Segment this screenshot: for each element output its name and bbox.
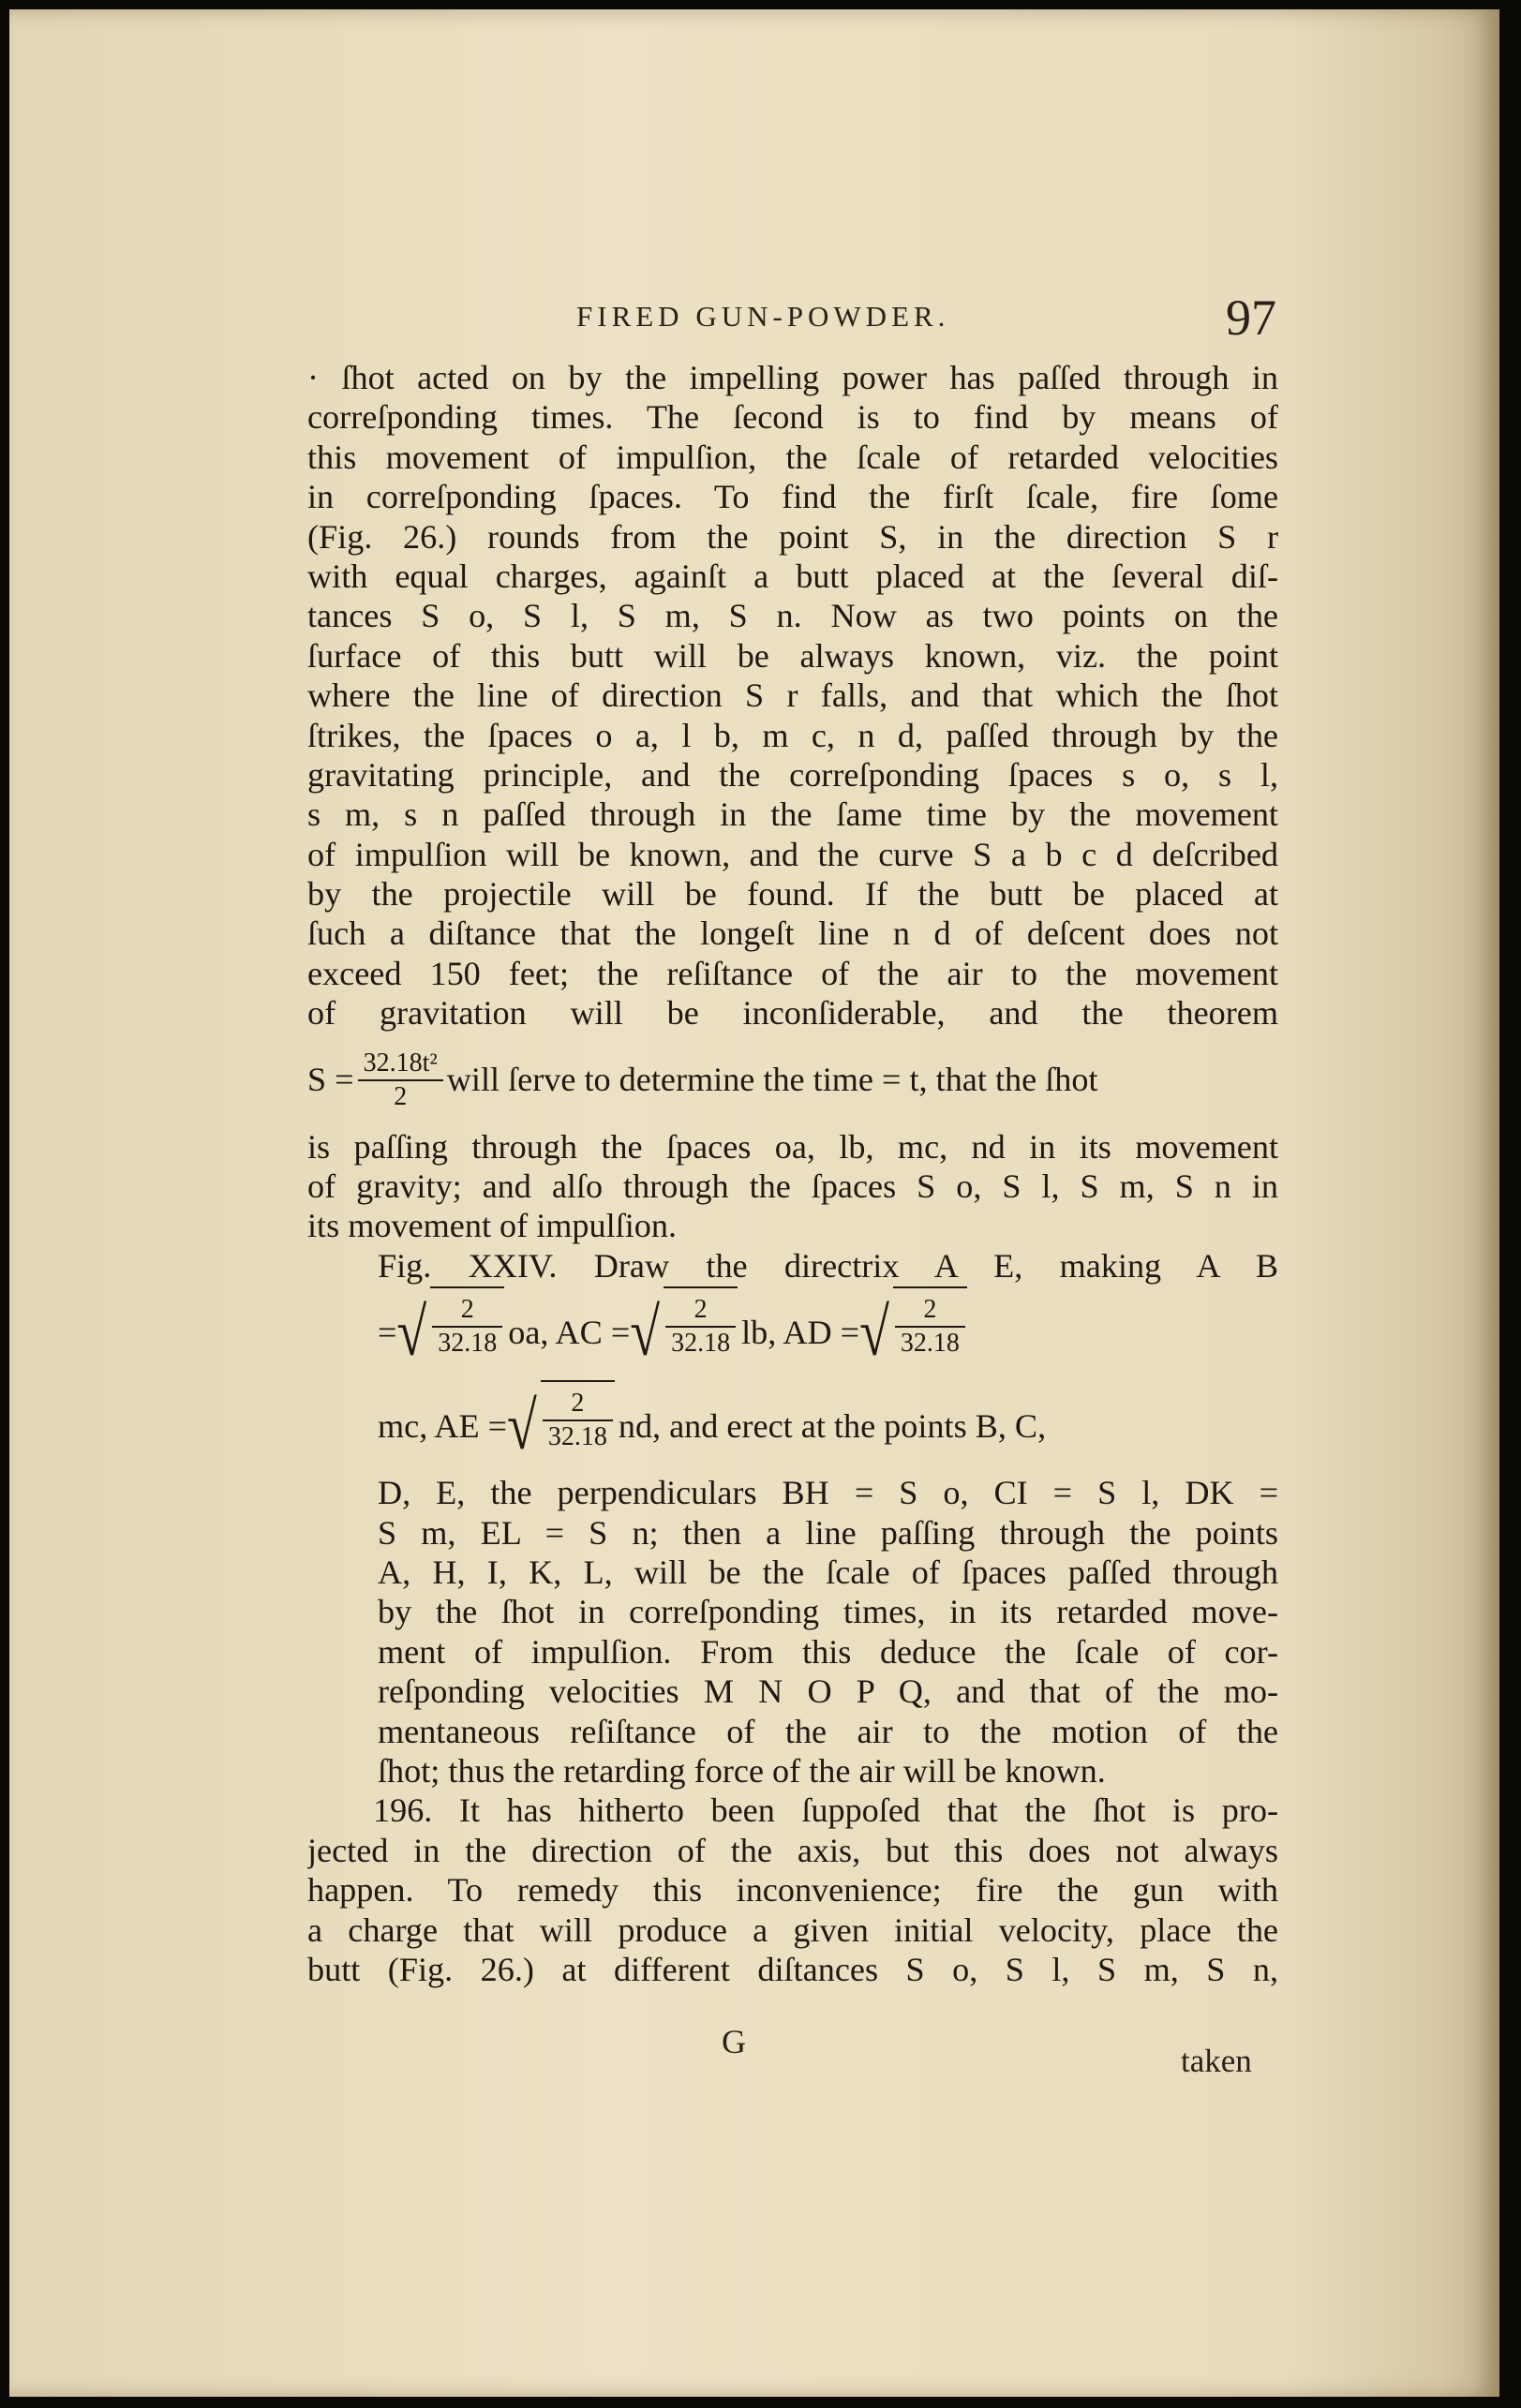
square-root [630,1293,741,1371]
text-line: of gravity; and alſo through the ſpaces S o, S l, S m, S n in [307,1167,1278,1206]
text-line: jected in the direction of the axis, but this does not always [307,1831,1278,1869]
fraction-denominator: 32.18 [438,1329,498,1359]
text-line: ſurface of this butt will be always known, viz. the point [307,636,1278,675]
fraction [358,1048,443,1113]
text-line: A, H, I, K, L, will be the ſcale of ſpaces paſſed through [378,1553,1278,1591]
formula-prefix: = [378,1314,397,1351]
text-line: exceed 150 feet; the reſiſtance of the air to the movement [307,954,1278,992]
body-text [307,358,1278,1989]
text-line: by the projectile will be found. If the butt be placed at [307,875,1278,914]
text-line: butt (Fig. 26.) at different diſtances S o, S l, S m, S n, [307,1950,1278,1988]
fraction-denominator: 2 [394,1081,408,1111]
formula-lhs: S = [307,1061,354,1099]
text-line: this movement of impulſion, the ſcale of retarded velocities [307,438,1278,476]
catchword: taken [1181,2043,1252,2079]
page-header [576,290,1284,356]
fraction [541,1380,615,1453]
text-line: mentaneous reſiſtance of the air to the motion of the [378,1712,1278,1750]
text-line: s m, s n paſſed through in the ſame time by the movement [307,795,1278,834]
formula-text: nd, and erect at the points B, C, [618,1407,1047,1445]
text-line: ſhot; thus the retarding force of the air will be known. [378,1751,1106,1790]
running-title: FIRED GUN-POWDER. [576,300,950,333]
text-line: correſponding times. The ſecond is to find by means of [307,398,1278,437]
fraction-denominator: 32.18 [900,1329,960,1359]
figure-reference-line: Fig. XXIV. Draw the directrix A E, making A B [378,1246,1278,1285]
square-root [396,1293,508,1371]
fraction-numerator: 32.18t² [363,1048,438,1078]
book-page [9,9,1499,2397]
square-root [507,1387,619,1464]
fraction-numerator: 2 [460,1295,474,1325]
text-line: S m, EL = S n; then a line paſſing through the points [378,1513,1278,1552]
fraction-denominator: 32.18 [547,1422,607,1452]
formula-time [307,1033,1278,1127]
text-line: happen. To remedy this inconvenience; fire the gun with [307,1871,1278,1910]
fraction [893,1286,967,1360]
fraction-numerator: 2 [693,1295,708,1325]
formula-directrix [307,1286,1278,1379]
formula-text: will ſerve to determine the time = t, that the ſhot [446,1061,1098,1099]
radical-sign-icon: √ [396,1293,427,1371]
fraction [664,1286,738,1360]
signature-mark: G [722,2023,746,2060]
square-root [859,1293,971,1371]
text-line: of gravitation will be inconſiderable, and the theorem [307,994,1278,1033]
text-line: with equal charges, againſt a butt placed at the ſeveral diſ- [307,557,1278,595]
text-line: its movement of impulſion. [307,1207,678,1245]
text-line: (Fig. 26.) rounds from the point S, in the direction S r [307,517,1278,556]
text-line: of impulſion will be known, and the curve S a b c d deſcribed [307,835,1278,873]
text-line: ment of impulſion. From this deduce the ſcale of cor- [378,1632,1278,1671]
fraction-numerator: 2 [923,1295,937,1325]
paragraph-start: 196. It has hitherto been ſuppoſed that the ſhot is pro- [373,1791,1278,1830]
formula-ae [307,1379,1278,1473]
page-number: 97 [1226,290,1276,346]
formula-prefix: mc, AE = [378,1407,507,1445]
radical-sign-icon: √ [507,1387,537,1464]
text-line: is paſſing through the ſpaces oa, lb, mc, nd in its movement [307,1127,1278,1166]
radical-sign-icon: √ [859,1293,889,1371]
text-line: D, E, the perpendiculars BH = S o, CI = S l, DK = [378,1474,1278,1512]
text-line: by the ſhot in correſponding times, in its retarded move- [378,1593,1278,1631]
text-line: gravitating principle, and the correſponding ſpaces s o, s l, [307,755,1278,794]
text-line: a charge that will produce a given initial velocity, place the [307,1910,1278,1949]
text-line: reſponding velocities M N O P Q, and that of the mo- [378,1672,1278,1711]
fraction-denominator: 32.18 [671,1329,731,1359]
text-line: · ſhot acted on by the impelling power has paſſed through in [307,359,1278,396]
text-line: where the line of direction S r falls, and that which the ſhot [307,676,1278,715]
fraction-numerator: 2 [571,1389,585,1419]
fraction [430,1286,504,1360]
text-line: tances S o, S l, S m, S n. Now as two points on the [307,597,1278,635]
formula-segment: oa, AC = [508,1314,631,1351]
text-line: ſuch a diſtance that the longeſt line n d of deſcent does not [307,914,1278,953]
formula-segment: lb, AD = [741,1314,860,1351]
radical-sign-icon: √ [630,1293,661,1371]
text-line: in correſponding ſpaces. To find the firſt ſcale, fire ſome [307,478,1278,516]
text-line: ſtrikes, the ſpaces o a, l b, m c, n d, paſſed through by the [307,716,1278,754]
